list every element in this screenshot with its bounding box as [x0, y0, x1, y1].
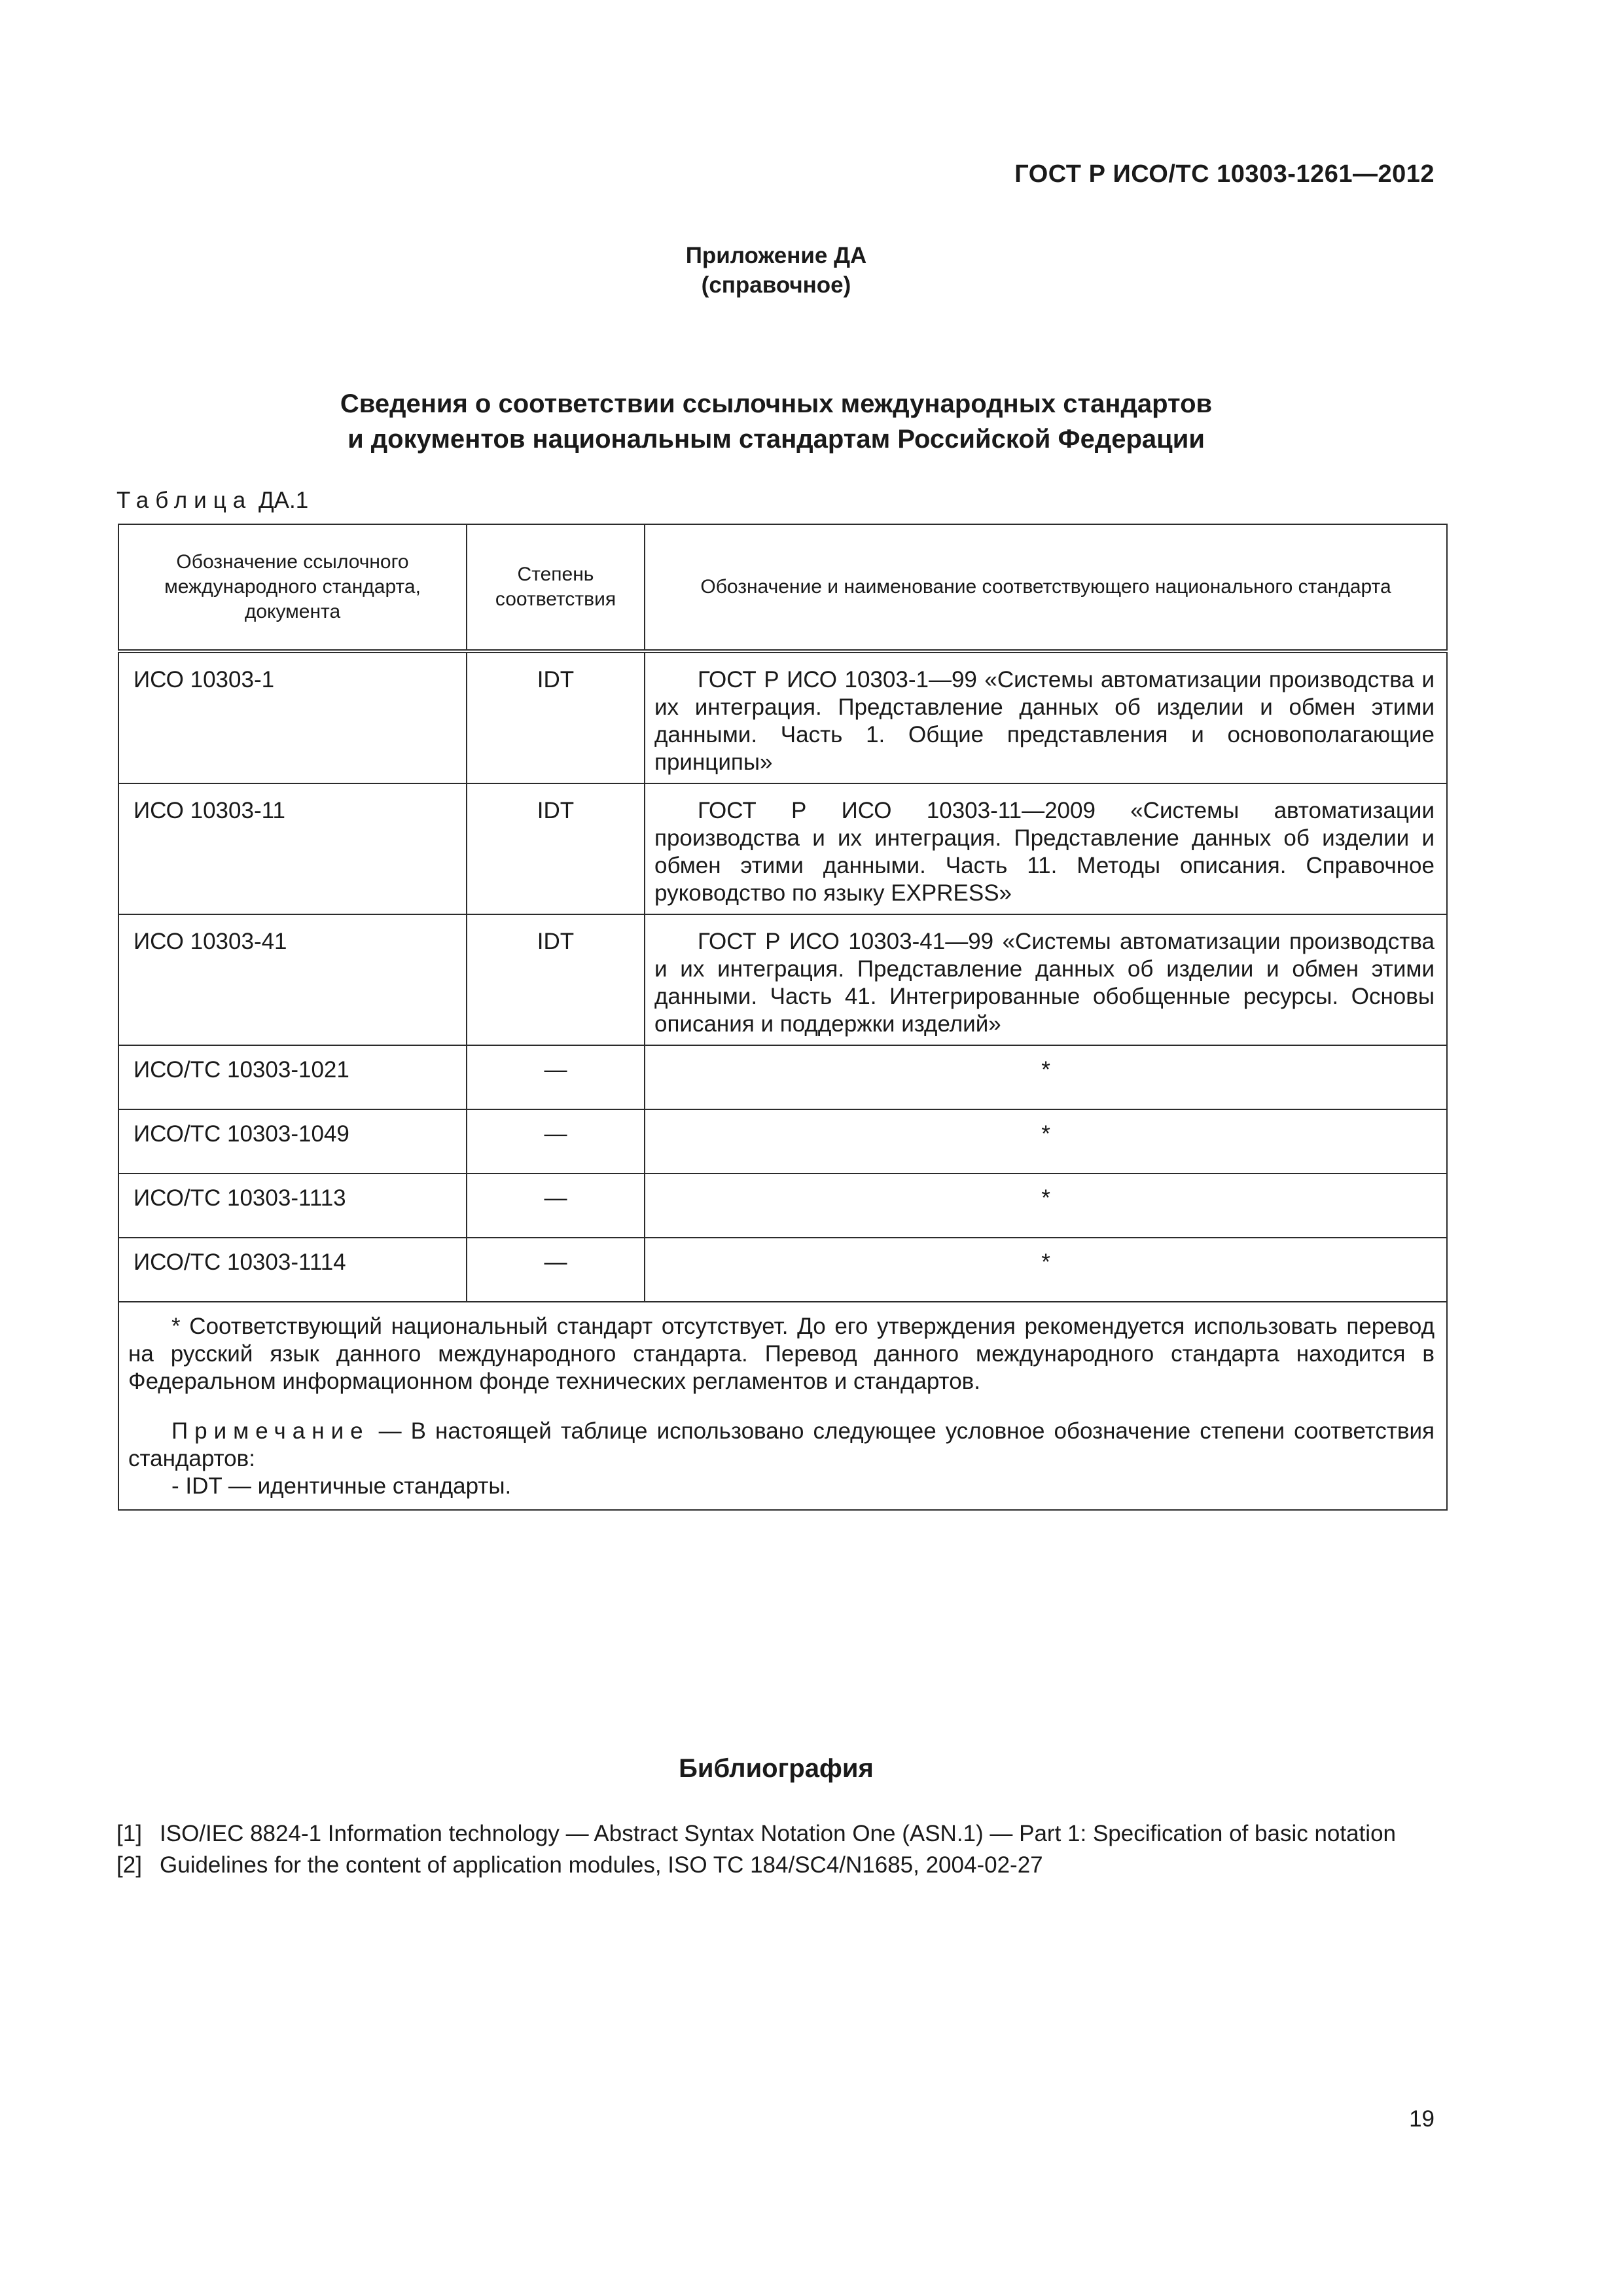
- table-row: [118, 914, 1447, 1045]
- section-title-line2: и документов национальным стандартам Российской Федерации: [348, 425, 1205, 454]
- table-row: [118, 783, 1447, 914]
- bibliography-item-text: ISO/IEC 8824-1 Information technology — Abstract Syntax Notation One (ASN.1) — Part 1: Specification of basic notation: [160, 1821, 1397, 1846]
- footnote-text: * Соответствующий национальный стандарт отсутствует. До его утверждения рекомендуется использовать перевод на русский язык данного международного стандарта. Перевод данного международного стандарта находится в Федеральном информационном фонде технических регламентов и стандартов.: [128, 1314, 1435, 1394]
- cell-degree: IDT: [467, 914, 645, 1045]
- table-caption-number: ДА.1: [258, 488, 309, 513]
- bibliography-item-text: Guidelines for the content of application modules, ISO TC 184/SC4/N1685, 2004-02-27: [160, 1852, 1043, 1878]
- section-heading: [0, 386, 1552, 457]
- correspondence-table: [118, 524, 1448, 1511]
- bibliography-item-number: [1]: [116, 1821, 142, 1846]
- bibliography-list: [116, 1820, 1446, 1882]
- cell-code: ИСО/ТС 10303-1114: [118, 1238, 467, 1302]
- cell-degree: —: [467, 1109, 645, 1174]
- table-row: [118, 1174, 1447, 1238]
- note-label: Примечание: [171, 1418, 370, 1444]
- cell-code: ИСО 10303-41: [118, 914, 467, 1045]
- table-caption-word: Таблица: [116, 488, 253, 513]
- table-header-row: [118, 524, 1447, 651]
- note-text: — В настоящей таблице использовано следующее условное обозначение степени соответствия стандартов:: [128, 1418, 1435, 1471]
- section-title-line1: Сведения о соответствии ссылочных международных стандартов: [340, 389, 1213, 418]
- cell-code: ИСО/ТС 10303-1049: [118, 1109, 467, 1174]
- cell-national-text: ГОСТ Р ИСО 10303-1—99 «Системы автоматизации производства и их интеграция. Представление данных об изделии и обмен этими данными. Часть 1. Общие представления и основополагающие принципы»: [654, 667, 1435, 775]
- cell-national: [645, 783, 1447, 914]
- table-notes-row: [118, 1302, 1447, 1510]
- table-row: [118, 1109, 1447, 1174]
- appendix-heading: [0, 241, 1552, 300]
- cell-national: [645, 914, 1447, 1045]
- cell-degree: —: [467, 1174, 645, 1238]
- table-caption: [116, 488, 308, 514]
- bibliography-title: Библиография: [679, 1754, 874, 1783]
- table-footnote: [128, 1313, 1435, 1395]
- table-notes: [118, 1302, 1447, 1510]
- cell-national-text: ГОСТ Р ИСО 10303-11—2009 «Системы автоматизации производства и их интеграция. Представление данных об изделии и обмен этими данными. Часть 11. Методы описания. Справочное руководство по языку EXPRESS»: [654, 798, 1435, 906]
- table-row: [118, 651, 1447, 783]
- cell-national: *: [645, 1238, 1447, 1302]
- header-national-standard: Обозначение и наименование соответствующего национального стандарта: [645, 524, 1447, 651]
- table-row: [118, 1045, 1447, 1109]
- appendix-type: (справочное): [701, 272, 851, 298]
- table-note-item: [128, 1473, 1435, 1500]
- cell-national: *: [645, 1045, 1447, 1109]
- cell-degree: IDT: [467, 651, 645, 783]
- note-item-text: - IDT — идентичные стандарты.: [171, 1473, 512, 1499]
- cell-national: *: [645, 1109, 1447, 1174]
- cell-code: ИСО 10303-1: [118, 651, 467, 783]
- bibliography-item-number: [2]: [116, 1852, 142, 1878]
- header-international-standard: Обозначение ссылочного международного стандарта, документа: [118, 524, 467, 651]
- cell-national: *: [645, 1174, 1447, 1238]
- table-note: [128, 1418, 1435, 1473]
- cell-degree: IDT: [467, 783, 645, 914]
- page-number: 19: [1409, 2106, 1435, 2132]
- cell-code: ИСО/ТС 10303-1021: [118, 1045, 467, 1109]
- cell-national: [645, 651, 1447, 783]
- header-degree: Степень соответствия: [467, 524, 645, 651]
- cell-degree: —: [467, 1238, 645, 1302]
- cell-national-text: ГОСТ Р ИСО 10303-41—99 «Системы автоматизации производства и их интеграция. Представление данных об изделии и обмен этими данными. Часть 41. Интегрированные обобщенные ресурсы. Основы описания и поддержки изделий»: [654, 929, 1435, 1037]
- cell-degree: —: [467, 1045, 645, 1109]
- cell-code: ИСО 10303-11: [118, 783, 467, 914]
- table-row: [118, 1238, 1447, 1302]
- document-code-header: ГОСТ Р ИСО/ТС 10303-1261—2012: [1014, 160, 1435, 188]
- appendix-title: Приложение ДА: [685, 243, 867, 268]
- cell-code: ИСО/ТС 10303-1113: [118, 1174, 467, 1238]
- bibliography-item: [116, 1820, 1446, 1848]
- bibliography-item: [116, 1851, 1446, 1880]
